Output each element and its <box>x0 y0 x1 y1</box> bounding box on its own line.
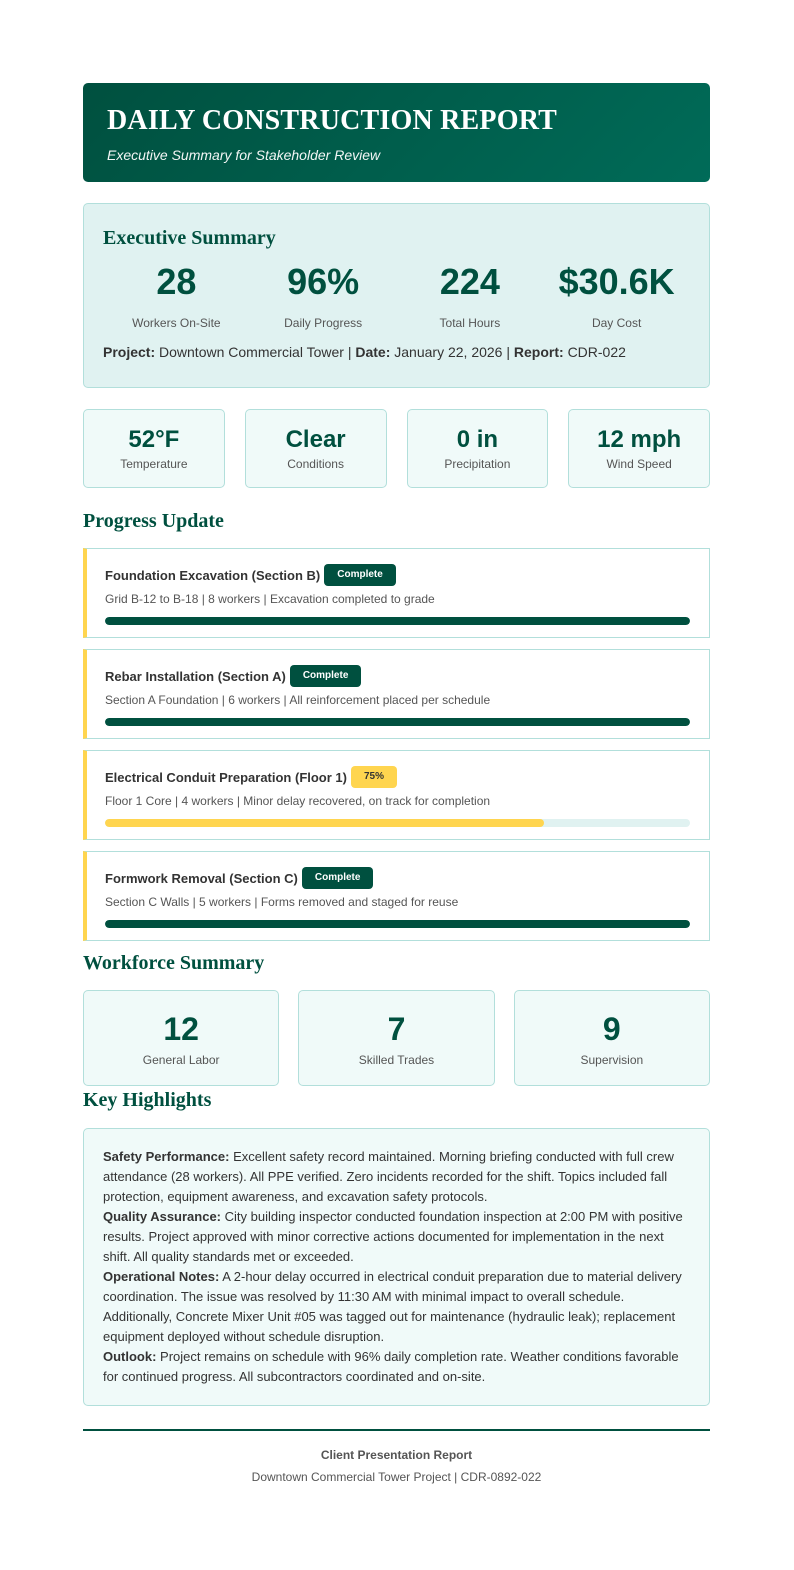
task-detail: Section C Walls | 5 workers | Forms removed and staged for reuse <box>105 895 459 909</box>
progress-bar-fill <box>105 920 690 928</box>
metric-label: Day Cost <box>591 316 642 330</box>
highlight-operations <box>103 1267 690 1347</box>
report-title: DAILY CONSTRUCTION REPORT <box>107 105 558 136</box>
metric-value: 224 <box>439 261 500 302</box>
workforce-label: Skilled Trades <box>358 1053 435 1067</box>
workforce-value: 12 <box>163 1011 199 1047</box>
task-card <box>83 548 710 638</box>
metric-value: $30.6K <box>558 261 675 302</box>
report-page <box>83 0 710 1484</box>
metric-day-cost <box>543 260 690 330</box>
weather-wind-card <box>568 409 710 488</box>
footer-subtitle: Downtown Commercial Tower Project | CDR-0892-022 <box>251 1470 542 1484</box>
metric-label: Total Hours <box>439 316 501 330</box>
metric-workers-on-site <box>103 260 250 330</box>
status-badge: 75% <box>351 766 397 788</box>
highlight-quality <box>103 1207 690 1267</box>
report-value: CDR-022 <box>567 344 626 360</box>
highlight-outlook <box>103 1347 690 1387</box>
workforce-value: 9 <box>602 1011 621 1047</box>
progress-bar <box>105 920 690 928</box>
weather-value: 12 mph <box>597 426 682 453</box>
weather-label: Temperature <box>120 457 188 471</box>
task-card <box>83 750 710 840</box>
metric-label: Workers On-Site <box>132 316 221 330</box>
weather-label: Wind Speed <box>606 457 672 471</box>
workforce-label: General Labor <box>142 1053 220 1067</box>
highlight-text: Excellent safety record maintained. Morning briefing conducted with full crew attendance (28 workers). All PPE verified. Zero incidents recorded for the shift. Topics included fall protection, equipment awareness, and excavation safety protocols. <box>103 1149 674 1204</box>
status-badge: Complete <box>290 665 362 687</box>
workforce-cards <box>83 990 710 1086</box>
highlight-label: Operational Notes: <box>103 1269 220 1284</box>
meta-separator: | <box>506 344 510 360</box>
workforce-label: Supervision <box>580 1053 644 1067</box>
task-card <box>83 851 710 941</box>
workforce-general-labor-card <box>83 990 279 1086</box>
weather-label: Precipitation <box>444 457 511 471</box>
report-header <box>83 83 710 182</box>
weather-value: 0 in <box>456 426 499 453</box>
metric-value: 28 <box>156 261 197 302</box>
weather-conditions-card <box>245 409 387 488</box>
project-label: Project: <box>103 344 156 360</box>
key-highlights-panel <box>83 1128 710 1406</box>
highlight-text: City building inspector conducted foundation inspection at 2:00 PM with positive results. Project approved with minor corrective actions documented for implementation in the next shift. All quality standards met or exceeded. <box>103 1209 683 1264</box>
meta-separator: | <box>347 344 352 360</box>
date-value: January 22, 2026 <box>394 344 503 360</box>
metric-total-hours <box>397 260 544 330</box>
progress-bar-fill <box>105 718 690 726</box>
weather-value: 52°F <box>128 426 180 453</box>
workforce-summary-title: Workforce Summary <box>83 952 265 974</box>
project-meta-line <box>103 344 690 360</box>
weather-cards <box>83 409 710 488</box>
progress-bar <box>105 718 690 726</box>
key-highlights-title: Key Highlights <box>83 1089 212 1111</box>
report-footer <box>83 1429 710 1484</box>
weather-precipitation-card <box>407 409 549 488</box>
highlight-text: A 2-hour delay occurred in electrical conduit preparation due to material delivery coordination. The issue was resolved by 11:30 AM with minimal impact to overall schedule. Additionally, Concrete Mixer Unit #05 was tagged out for maintenance (hydraulic leak); replacement equipment deployed without schedule disruption. <box>103 1269 682 1344</box>
executive-summary-panel <box>83 203 710 388</box>
metric-label: Daily Progress <box>284 316 363 330</box>
highlight-label: Quality Assurance: <box>103 1209 222 1224</box>
highlight-label: Outlook: <box>103 1349 157 1364</box>
task-detail: Section A Foundation | 6 workers | All reinforcement placed per schedule <box>105 693 491 707</box>
progress-bar-fill <box>105 617 690 625</box>
task-name: Rebar Installation (Section A) <box>105 668 286 684</box>
report-subtitle: Executive Summary for Stakeholder Review <box>107 147 381 163</box>
task-name: Electrical Conduit Preparation (Floor 1) <box>105 769 347 785</box>
task-card <box>83 649 710 739</box>
footer-title: Client Presentation Report <box>320 1448 473 1462</box>
workforce-supervision-card <box>514 990 710 1086</box>
task-header <box>105 765 690 789</box>
task-header <box>105 664 690 688</box>
highlight-text: Project remains on schedule with 96% daily completion rate. Weather conditions favorable for continued progress. All subcontractors coordinated and on-site. <box>103 1349 679 1384</box>
progress-bar <box>105 617 690 625</box>
highlight-label: Safety Performance: <box>103 1149 230 1164</box>
metric-daily-progress <box>250 260 397 330</box>
executive-summary-title: Executive Summary <box>103 227 276 249</box>
progress-bar-fill <box>105 819 544 827</box>
project-value: Downtown Commercial Tower <box>159 344 344 360</box>
report-label: Report: <box>513 344 564 360</box>
status-badge: Complete <box>302 867 374 889</box>
date-label: Date: <box>355 344 391 360</box>
task-header <box>105 563 690 587</box>
progress-task-list <box>83 548 710 941</box>
weather-value: Clear <box>285 426 346 453</box>
workforce-skilled-trades-card <box>298 990 494 1086</box>
workforce-value: 7 <box>387 1011 406 1047</box>
progress-bar <box>105 819 690 827</box>
highlight-safety <box>103 1147 690 1207</box>
summary-metrics <box>103 260 690 330</box>
task-header <box>105 866 690 890</box>
task-detail: Grid B-12 to B-18 | 8 workers | Excavation completed to grade <box>105 592 435 606</box>
weather-label: Conditions <box>287 457 344 471</box>
progress-update-title: Progress Update <box>83 510 224 532</box>
task-name: Foundation Excavation (Section B) <box>105 567 321 583</box>
status-badge: Complete <box>324 564 396 586</box>
task-name: Formwork Removal (Section C) <box>105 870 298 886</box>
weather-temperature-card <box>83 409 225 488</box>
task-detail: Floor 1 Core | 4 workers | Minor delay recovered, on track for completion <box>105 794 491 808</box>
metric-value: 96% <box>287 261 360 302</box>
